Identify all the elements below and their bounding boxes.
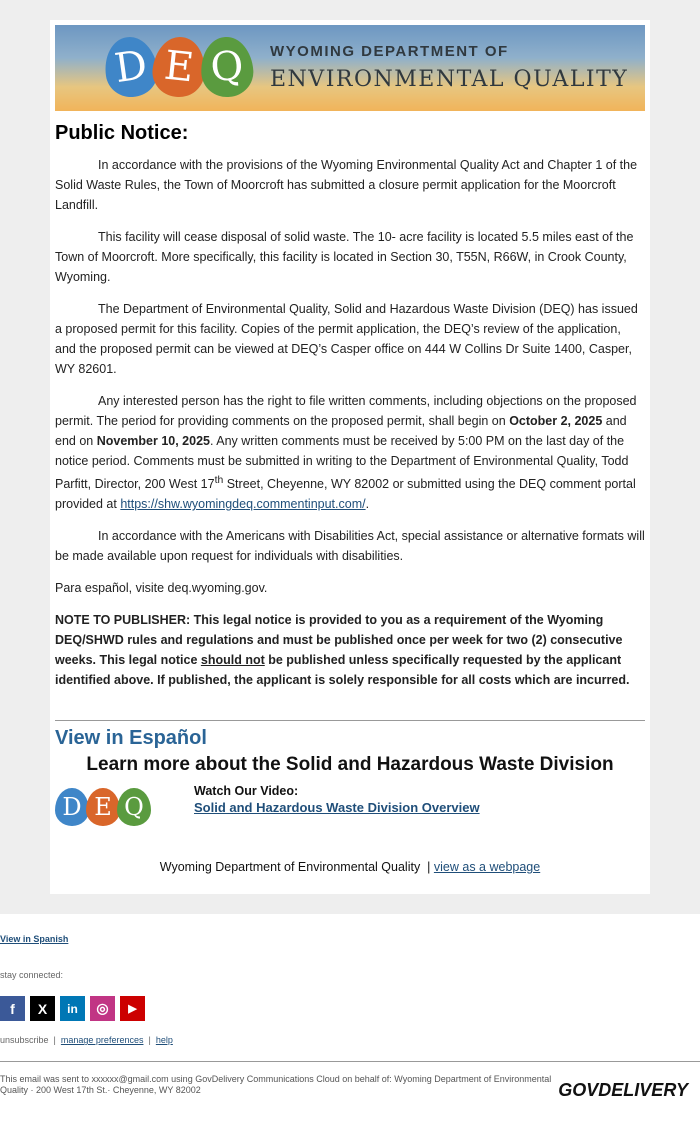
- small-logo-d: D: [55, 788, 89, 826]
- p4-text-b: and end on: [55, 414, 627, 448]
- paragraph-6: Para español, visite deq.wyoming.gov.: [55, 581, 268, 596]
- paragraph-5: In accordance with the Americans with Disabilities Act, special assistance or alternative formats will be made available upon request for individuals with disabilities.: [55, 529, 645, 564]
- linkedin-icon[interactable]: in: [60, 996, 85, 1021]
- small-logo-q: Q: [117, 788, 151, 826]
- stay-connected-label: stay connected:: [0, 970, 64, 981]
- p4-text-c: . Any written comments must be received by 5:00 PM on the last day of the notice period. Comments must be submitted in writing to the Department of Environmental Quality, Todd Parfitt, Director, 200 West 17: [55, 434, 629, 492]
- help-link[interactable]: help: [155, 1035, 173, 1046]
- p4-text-e: .: [365, 497, 370, 512]
- banner-line2: ENVIRONMENTAL QUALITY: [270, 67, 629, 92]
- publisher-note: [55, 610, 645, 690]
- unsub-sep-2: |: [148, 1035, 151, 1046]
- page-title: Public Notice:: [55, 122, 189, 144]
- comment-start-date: October 2, 2025: [509, 414, 603, 428]
- manage-preferences-link[interactable]: manage preferences: [60, 1035, 144, 1046]
- learn-more-heading: Learn more about the Solid and Hazardous Waste Division: [86, 754, 614, 776]
- govdelivery-footer: [0, 934, 700, 1101]
- facebook-icon[interactable]: f: [0, 996, 25, 1021]
- paragraph-3: The Department of Environmental Quality, Solid and Hazardous Waste Division (DEQ) has issued a proposed permit for this facility. Copies of the permit application, the DEQ’s review of the application, and the proposed permit can be viewed at DEQ’s Casper office on 444 W Collins Dr Suite 1400, Casper, WY 82601.: [55, 302, 638, 376]
- paragraph-1: In accordance with the provisions of the Wyoming Environmental Quality Act and Chapter 1 of the Solid Waste Rules, the Town of Moorcroft has submitted a closure permit application for the Moorcroft Landfill.: [55, 158, 638, 212]
- divider: [55, 720, 645, 721]
- p4-text-a: Any interested person has the right to file written comments, including objections on the proposed permit. The period for providing comments on the proposed permit, shall begin on: [55, 394, 637, 428]
- comment-portal-link[interactable]: https://shw.wyomingdeq.commentinput.com/: [120, 497, 366, 512]
- subscription-links: [0, 1035, 700, 1045]
- deq-logo-d: D: [101, 34, 161, 101]
- footer-org: Wyoming Department of Environmental Quality: [159, 860, 421, 875]
- footer-line: [55, 860, 645, 874]
- deq-small-logo: [55, 786, 155, 832]
- publisher-note-a: NOTE TO PUBLISHER: This legal notice is provided to you as a requirement of the Wyoming DEQ/SHWD rules and regulations and must be published once per week for two (2) consecutive weeks. This legal notice: [55, 613, 623, 668]
- comment-end-date: November 10, 2025: [96, 434, 210, 448]
- instagram-icon[interactable]: ◎: [90, 996, 115, 1021]
- view-espanol-link[interactable]: View in Español: [55, 727, 207, 750]
- view-in-spanish-link[interactable]: View in Spanish: [0, 934, 69, 945]
- legal-footer: [0, 1061, 700, 1101]
- paragraph-2: This facility will cease disposal of solid waste. The 10- acre facility is located 5.5 miles east of the Town of Moorcroft. More specifically, this facility is located in Section 30, T55N, R66W, in Crook County, Wyoming.: [55, 230, 634, 284]
- banner-line1: WYOMING DEPARTMENT OF: [270, 43, 509, 60]
- footer-separator: |: [427, 860, 431, 875]
- deq-banner: [55, 25, 645, 111]
- paragraph-4: [55, 391, 645, 514]
- p4-superscript: th: [214, 475, 224, 486]
- view-webpage-link[interactable]: view as a webpage: [433, 860, 541, 875]
- x-twitter-icon[interactable]: X: [30, 996, 55, 1021]
- p4-text-d: Street, Cheyenne, WY 82002 or submitted using the DEQ comment portal provided at: [55, 477, 636, 512]
- unsub-sep-1: |: [53, 1035, 56, 1046]
- legal-text: This email was sent to xxxxxx@gmail.com using GovDelivery Communications Cloud on behalf of: Wyoming Department of Environmental Quality · 200 West 17th St.· Cheyenne, WY 82002: [0, 1074, 552, 1096]
- youtube-icon[interactable]: ▶: [120, 996, 145, 1021]
- publisher-note-b: be published unless specifically requested by the applicant identified above. If published, the applicant is solely responsible for all costs which are incurred.: [55, 653, 630, 688]
- watch-video-label: Watch Our Video:: [194, 784, 299, 799]
- govdelivery-logo: GOVDELIVERY: [558, 1080, 688, 1101]
- deq-logo-e: E: [150, 34, 208, 99]
- video-link[interactable]: Solid and Hazardous Waste Division Overview: [194, 800, 480, 816]
- notice-content: [50, 122, 650, 874]
- video-row: [55, 782, 645, 832]
- social-icons: [0, 996, 700, 1021]
- publisher-note-underline: should not: [200, 653, 265, 668]
- unsubscribe-link[interactable]: unsubscribe: [0, 1035, 49, 1046]
- email-card: [50, 20, 650, 894]
- deq-logo-q: Q: [199, 35, 255, 98]
- video-text: [194, 782, 480, 815]
- small-logo-e: E: [86, 788, 120, 826]
